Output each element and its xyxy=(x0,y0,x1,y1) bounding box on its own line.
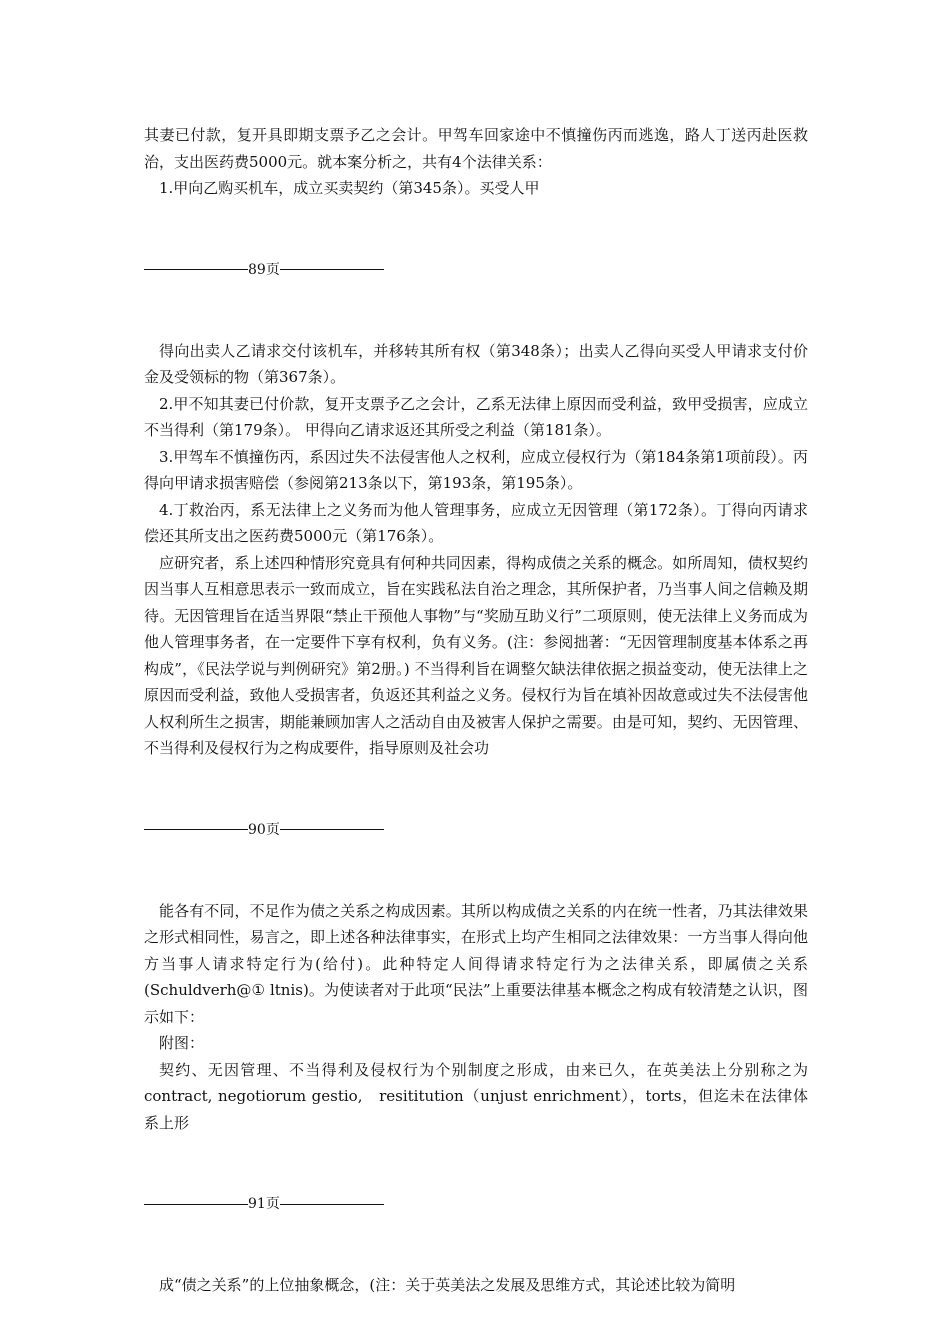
page-separator xyxy=(144,820,808,840)
paragraph: 3.甲驾车不慎撞伤丙，系因过失不法侵害他人之权利，应成立侵权行为（第184条第1项前段）。丙得向甲请求损害赔偿（参阅第213条以下，第193条，第195条）。 xyxy=(144,447,808,492)
page-separator xyxy=(144,1194,808,1214)
paragraph: 1.甲向乙购买机车，成立买卖契约（第345条）。买受人甲 xyxy=(159,179,540,197)
figure-caption: 附图： xyxy=(159,1034,205,1052)
paragraph: 契约、无因管理、不当得利及侵权行为个别制度之形成，由来已久，在英美法上分别称之为contract, negotiorum gestio, resititution（unjust enrichment），torts，但迄未在法律体系上形 xyxy=(144,1060,808,1132)
paragraph: 得向出卖人乙请求交付该机车，并移转其所有权（第348条）；出卖人乙得向买受人甲请求支付价金及受领标的物（第367条）。 xyxy=(144,341,808,386)
page-separator xyxy=(144,260,808,280)
document-body xyxy=(144,122,808,1299)
page-number: 89页 xyxy=(248,261,280,278)
paragraph: 应研究者，系上述四种情形究竟具有何种共同因素，得构成债之关系的概念。如所周知，债权契约因当事人互相意思表示一致而成立，旨在实践私法自治之理念，其所保护者，乃当事人间之信赖及期待。无因管理旨在适当界限“禁止干预他人事物”与“奖励互助义行”二项原则，使无法律上义务而成为他人管理事务者，在一定要件下享有权利，负有义务。(注：参阅拙著：“无因管理制度基本体系之再构成”，《民法学说与判例研究》第2册。) 不当得利旨在调整欠缺法律依据之损益变动，使无法律上之原因而受利益，致他人受损害者，负返还其利益之义务。侵权行为旨在填补因故意或过失不法侵害他人权利所生之损害，期能兼顾加害人之活动自由及被害人保护之需要。由是可知，契约、无因管理、不当得利及侵权行为之构成要件，指导原则及社会功 xyxy=(144,553,808,757)
paragraph: 4.丁救治丙，系无法律上之义务而为他人管理事务，应成立无因管理（第172条）。丁得向丙请求偿还其所支出之医药费5000元（第176条）。 xyxy=(144,500,808,545)
paragraph: 能各有不同，不足作为债之关系之构成因素。其所以构成债之关系的内在统一性者，乃其法律效果之形式相同性，易言之，即上述各种法律事实，在形式上均产生相同之法律效果：一方当事人得向他方当事人请求特定行为(给付)。此种特定人间得请求特定行为之法律关系，即属债之关系(Schuldverh@① ltnis)。为使读者对于此项“民法”上重要法律基本概念之构成有较清楚之认识，图示如下： xyxy=(144,901,808,1026)
page-number: 91页 xyxy=(248,1196,280,1212)
paragraph: 其妻已付款，复开具即期支票予乙之会计。甲驾车回家途中不慎撞伤丙而逃逸，路人丁送丙赴医救治，支出医药费5000元。就本案分析之，共有4个法律关系： xyxy=(144,126,808,171)
paragraph: 成“债之关系”的上位抽象概念，(注：关于英美法之发展及思维方式，其论述比较为简明 xyxy=(159,1276,736,1294)
page-number: 90页 xyxy=(248,821,280,838)
paragraph: 2.甲不知其妻已付价款，复开支票予乙之会计，乙系无法律上原因而受利益，致甲受损害，应成立不当得利（第179条）。 甲得向乙请求返还其所受之利益（第181条）。 xyxy=(144,394,808,439)
